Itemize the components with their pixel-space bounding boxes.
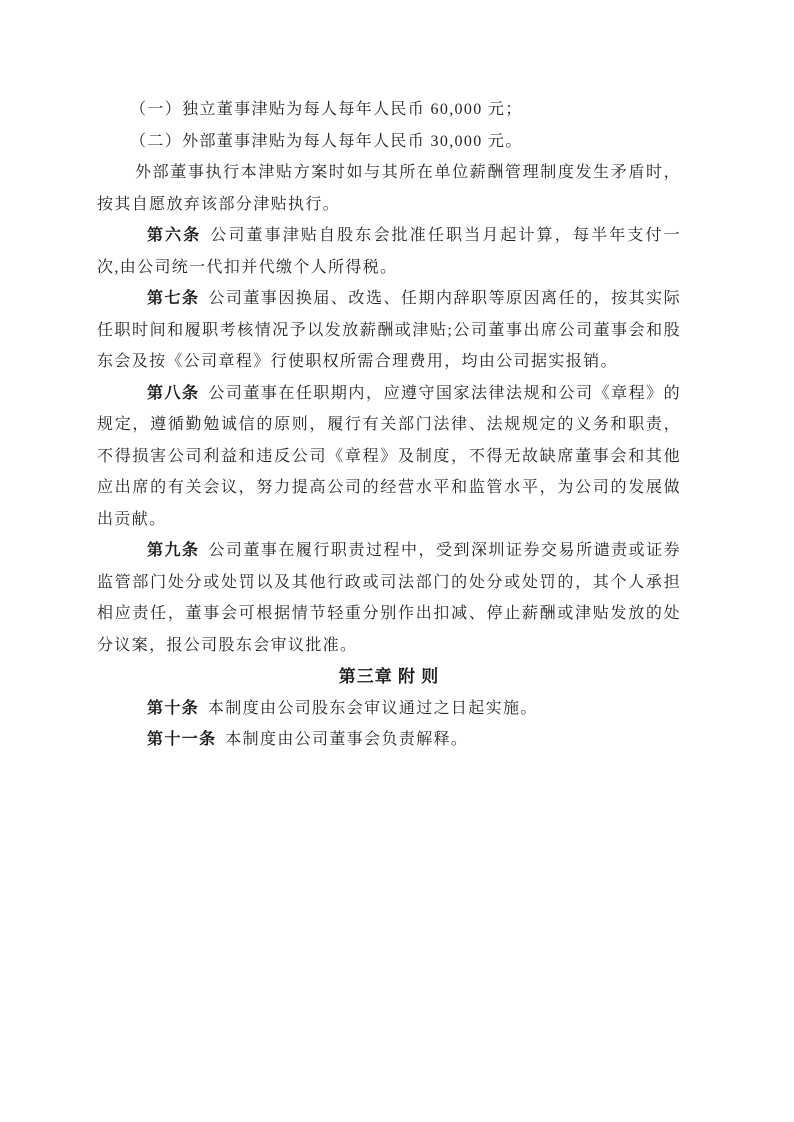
list-item-independent-director-allowance: （一）独立董事津贴为每人每年人民币 60,000 元；	[130, 101, 523, 118]
paragraph-external-director-conflict: 外部董事执行本津贴方案时如与其所在单位薪酬管理制度发生矛盾时，按其自愿放弃该部分津贴执行。	[97, 164, 681, 213]
list-item-external-director-allowance: （二）外部董事津贴为每人每年人民币 30,000 元。	[130, 132, 523, 150]
article-11	[97, 724, 681, 756]
article-7-text: 公司董事因换届、改选、任期内辞职等原因离任的，按其实际任职时间和履职考核情况予以发放薪酬或津贴;公司董事出席公司董事会和股东会及按《公司章程》行使职权所需合理费用，均由公司据实报销。	[97, 290, 681, 370]
article-8-text: 公司董事在任职期内，应遵守国家法律法规和公司《章程》的规定，遵循勤勉诚信的原则，履行有关部门法律、法规规定的义务和职责，不得损害公司利益和违反公司《章程》及制度，不得无故缺席董事会和其他应出席的有关会议，努力提高公司的经营水平和监管水平，为公司的发展做出贡献。	[97, 384, 681, 528]
article-6-text: 公司董事津贴自股东会批准任职当月起计算，每半年支付一次,由公司统一代扣并代缴个人所得税。	[97, 227, 681, 276]
article-6	[97, 220, 681, 283]
article-8-label: 第八条	[147, 384, 200, 402]
article-11-text: 本制度由公司董事会负责解释。	[225, 731, 469, 748]
article-8	[97, 378, 681, 536]
article-7-label: 第七条	[147, 290, 200, 307]
article-9-label: 第九条	[147, 542, 200, 559]
article-11-label: 第十一条	[147, 731, 217, 748]
document-content	[97, 94, 681, 756]
article-9	[97, 535, 681, 661]
chapter-heading: 第三章 附 则	[338, 667, 440, 686]
article-7	[97, 283, 681, 378]
article-9-text: 公司董事在履行职责过程中，受到深圳证券交易所谴责或证券监管部门处分或处罚以及其他行政或司法部门的处分或处罚的，其个人承担相应责任，董事会可根据情节轻重分别作出扣减、停止薪酬或津贴发放的处分议案，报公司股东会审议批准。	[97, 542, 681, 654]
article-10-label: 第十条	[147, 699, 200, 717]
article-10-text: 本制度由公司股东会审议通过之日起实施。	[207, 699, 538, 717]
article-6-label: 第六条	[147, 227, 202, 244]
article-10	[97, 693, 681, 725]
